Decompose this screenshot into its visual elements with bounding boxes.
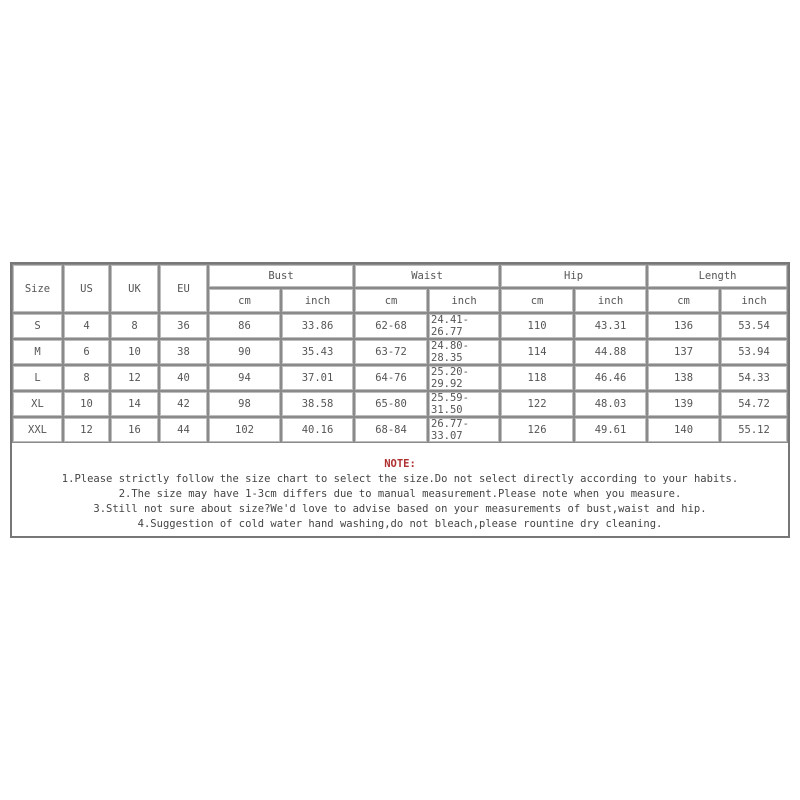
cell: 16 (110, 417, 159, 443)
cell: 53.94 (720, 339, 788, 365)
cell: 94 (208, 365, 281, 391)
note-title: NOTE: (384, 458, 416, 470)
cell: 86 (208, 313, 281, 339)
cell: XXL (12, 417, 63, 443)
header-waist: Waist (354, 264, 500, 288)
cell: 54.33 (720, 365, 788, 391)
unit-length-cm: cm (647, 288, 720, 313)
notes-section (12, 443, 788, 543)
unit-waist-cm: cm (354, 288, 428, 313)
cell: 35.43 (281, 339, 354, 365)
cell: 137 (647, 339, 720, 365)
header-length: Length (647, 264, 788, 288)
unit-hip-inch: inch (574, 288, 647, 313)
cell: 102 (208, 417, 281, 443)
cell: 12 (63, 417, 110, 443)
table-row (12, 391, 788, 417)
cell: 53.54 (720, 313, 788, 339)
header-bust: Bust (208, 264, 354, 288)
cell: 14 (110, 391, 159, 417)
header-row-groups (12, 264, 788, 288)
cell: 12 (110, 365, 159, 391)
cell: 6 (63, 339, 110, 365)
cell: 138 (647, 365, 720, 391)
cell: 98 (208, 391, 281, 417)
cell: 38.58 (281, 391, 354, 417)
cell: S (12, 313, 63, 339)
cell: 63-72 (354, 339, 428, 365)
cell: 54.72 (720, 391, 788, 417)
cell: 136 (647, 313, 720, 339)
unit-hip-cm: cm (500, 288, 574, 313)
cell: 42 (159, 391, 208, 417)
cell: 114 (500, 339, 574, 365)
unit-bust-cm: cm (208, 288, 281, 313)
cell: 40 (159, 365, 208, 391)
header-size: Size (12, 264, 63, 313)
note-item: 1.Please strictly follow the size chart to select the size.Do not select directly according to your habits. (61, 473, 739, 485)
cell: L (12, 365, 63, 391)
header-uk: UK (110, 264, 159, 313)
header-eu: EU (159, 264, 208, 313)
cell: M (12, 339, 63, 365)
cell: 43.31 (574, 313, 647, 339)
size-table (12, 264, 788, 443)
note-item: 2.The size may have 1-3cm differs due to manual measurement.Please note when you measure. (118, 488, 682, 500)
table-row (12, 365, 788, 391)
cell: 55.12 (720, 417, 788, 443)
cell: 40.16 (281, 417, 354, 443)
note-item: 3.Still not sure about size?We'd love to advise based on your measurements of bust,waist and hip. (93, 503, 707, 515)
table-row (12, 313, 788, 339)
note-item: 4.Suggestion of cold water hand washing,do not bleach,please rountine dry cleaning. (137, 518, 663, 530)
cell: 4 (63, 313, 110, 339)
cell: 25.59-31.50 (428, 391, 500, 417)
cell: 38 (159, 339, 208, 365)
unit-bust-inch: inch (281, 288, 354, 313)
cell: 44.88 (574, 339, 647, 365)
unit-waist-inch: inch (428, 288, 500, 313)
cell: 68-84 (354, 417, 428, 443)
cell: 122 (500, 391, 574, 417)
cell: 37.01 (281, 365, 354, 391)
cell: 8 (110, 313, 159, 339)
table-row (12, 339, 788, 365)
header-hip: Hip (500, 264, 647, 288)
size-chart (10, 262, 790, 538)
cell: 49.61 (574, 417, 647, 443)
cell: XL (12, 391, 63, 417)
cell: 25.20-29.92 (428, 365, 500, 391)
cell: 118 (500, 365, 574, 391)
cell: 90 (208, 339, 281, 365)
cell: 10 (63, 391, 110, 417)
cell: 64-76 (354, 365, 428, 391)
cell: 8 (63, 365, 110, 391)
cell: 126 (500, 417, 574, 443)
cell: 62-68 (354, 313, 428, 339)
cell: 48.03 (574, 391, 647, 417)
cell: 65-80 (354, 391, 428, 417)
unit-length-inch: inch (720, 288, 788, 313)
header-us: US (63, 264, 110, 313)
cell: 24.80-28.35 (428, 339, 500, 365)
cell: 24.41-26.77 (428, 313, 500, 339)
cell: 44 (159, 417, 208, 443)
cell: 10 (110, 339, 159, 365)
cell: 26.77-33.07 (428, 417, 500, 443)
cell: 46.46 (574, 365, 647, 391)
cell: 33.86 (281, 313, 354, 339)
table-row (12, 417, 788, 443)
cell: 110 (500, 313, 574, 339)
cell: 140 (647, 417, 720, 443)
cell: 36 (159, 313, 208, 339)
cell: 139 (647, 391, 720, 417)
